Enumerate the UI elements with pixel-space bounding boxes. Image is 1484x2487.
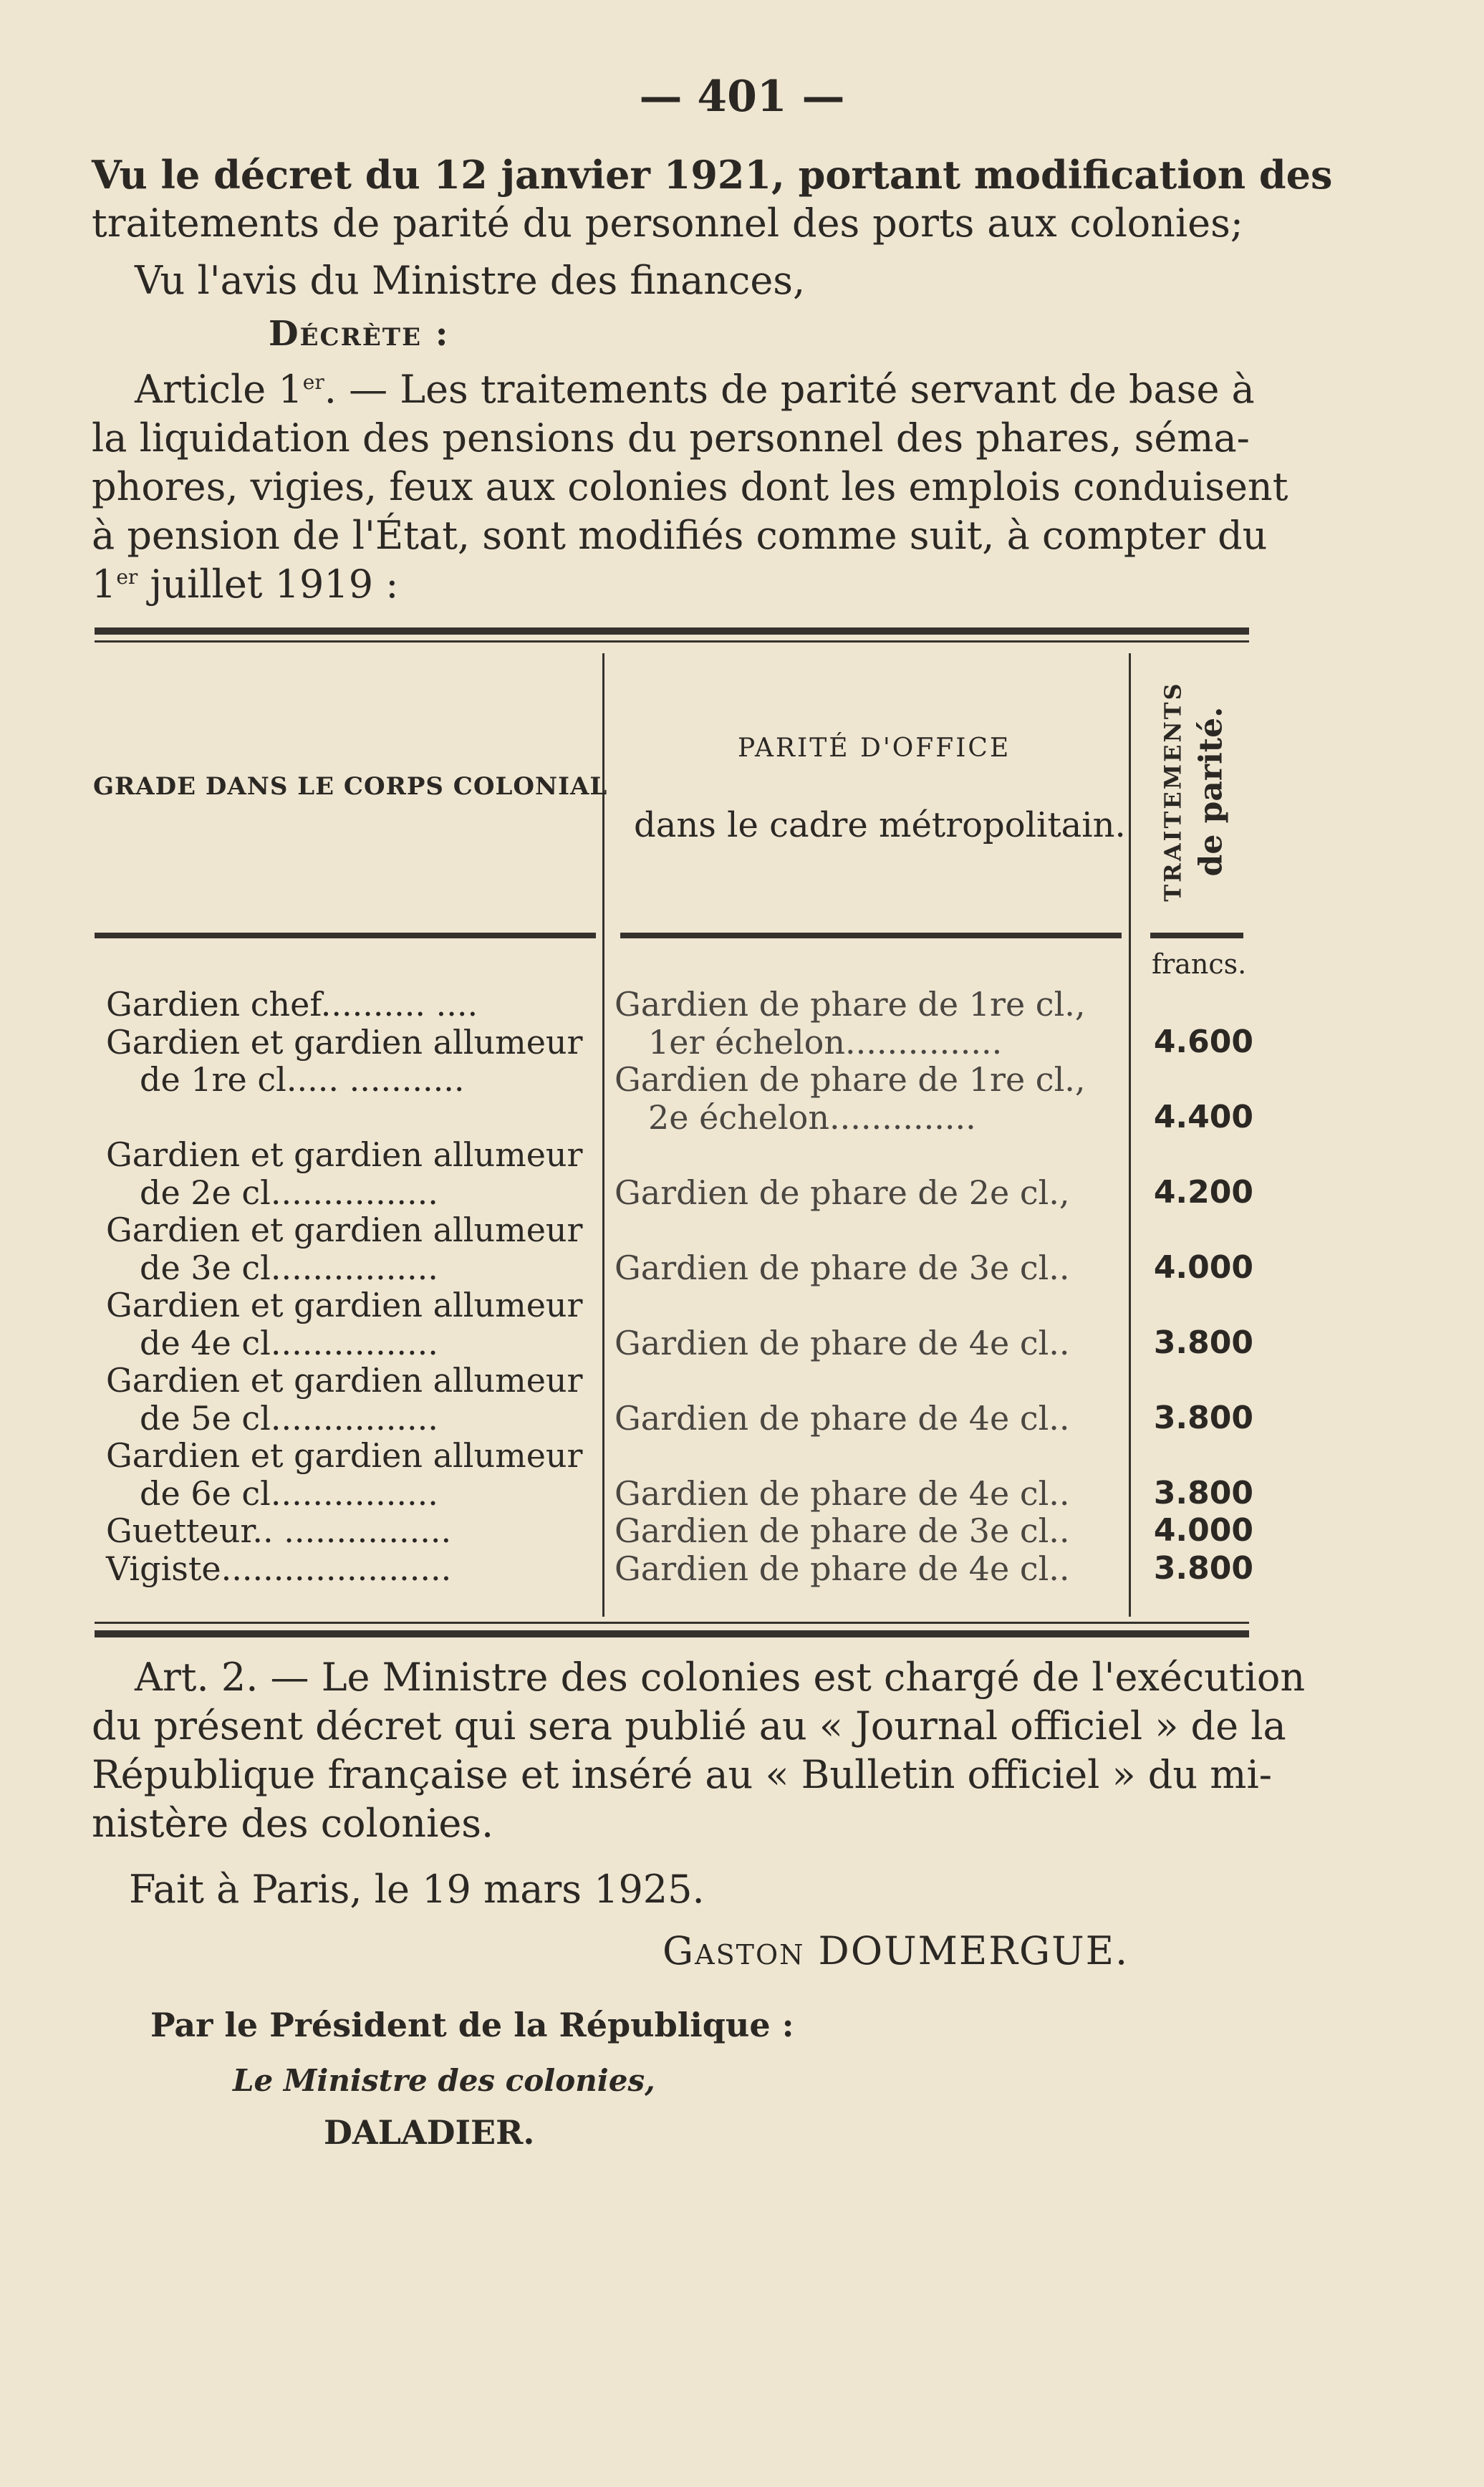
by-president: Par le Président de la République : <box>150 2006 794 2044</box>
article1-line-2: la liquidation des pensions du personnel des phares, séma- <box>92 415 1250 461</box>
table-row-11-parite: Gardien de phare de 4e cl.. <box>615 1399 1070 1438</box>
article2-line-4: nistère des colonies. <box>92 1801 494 1846</box>
table-row-12-grade: Gardien et gardien allumeur <box>106 1436 583 1475</box>
minister-title: Le Ministre des colonies, <box>233 2063 655 2098</box>
article1-line-4: à pension de l'État, sont modifiés comme suit, à compter du <box>92 513 1268 558</box>
article2-line-1: Art. 2. — Le Ministre des colonies est chargé de l'exécution <box>135 1655 1306 1700</box>
preamble-line-1: Vu le décret du 12 janvier 1921, portant modification des <box>92 152 1333 198</box>
table-top-rule-thin <box>95 640 1249 643</box>
table-row-2-grade: de 1re cl..... ........... <box>140 1060 465 1099</box>
preamble-line-3: Vu l'avis du Ministre des finances, <box>135 258 806 303</box>
article2-line-3: République française et inséré au « Bulletin officiel » du mi- <box>92 1752 1273 1797</box>
table-row-6-grade: Gardien et gardien allumeur <box>106 1211 583 1249</box>
table-header-traitements <box>1142 673 1243 910</box>
table-row-11-grade: de 5e cl................ <box>140 1399 438 1438</box>
table-header-traitements-a: TRAITEMENTS <box>1160 681 1187 902</box>
table-row-13-grade: de 6e cl................ <box>140 1474 438 1513</box>
table-header-parite-sub: dans le cadre métropolitain. <box>634 805 1126 845</box>
preamble-line-2: traitements de parité du personnel des ports aux colonies; <box>92 201 1243 246</box>
table-header-parite: PARITÉ D'OFFICE <box>738 733 1011 763</box>
table-row-5-amount: 4.200 <box>1153 1174 1253 1211</box>
header-rule-col3 <box>1150 933 1243 938</box>
table-row-14-parite: Gardien de phare de 3e cl.. <box>615 1511 1070 1550</box>
page-number: — 401 — <box>639 72 845 122</box>
date-line: Fait à Paris, le 19 mars 1925. <box>129 1867 705 1912</box>
signatory: Gaston DOUMERGUE. <box>662 1928 1129 1973</box>
table-bottom-rule-thin <box>95 1622 1249 1624</box>
header-rule-col1 <box>95 933 596 938</box>
table-row-5-parite: Gardien de phare de 2e cl., <box>615 1173 1070 1212</box>
decrete-heading: Décrète : <box>269 314 450 354</box>
table-row-5-grade: de 2e cl................ <box>140 1173 438 1212</box>
table-row-14-amount: 4.000 <box>1153 1512 1253 1549</box>
table-row-15-parite: Gardien de phare de 4e cl.. <box>615 1549 1070 1588</box>
table-row-0-parite: Gardien de phare de 1re cl., <box>615 985 1086 1024</box>
header-rule-col2 <box>620 933 1122 938</box>
article1-line-5-sup: er <box>116 565 138 589</box>
table-row-15-grade: Vigiste...................... <box>106 1549 452 1588</box>
table-row-13-amount: 3.800 <box>1153 1475 1253 1511</box>
table-top-rule <box>95 627 1249 635</box>
table-header-traitements-b: de parité. <box>1193 706 1230 877</box>
table-row-14-grade: Guetteur.. ................ <box>106 1511 452 1550</box>
article1-line-1 <box>135 367 1255 412</box>
table-row-9-grade: de 4e cl................ <box>140 1324 438 1362</box>
article1-sup: er <box>302 370 324 394</box>
table-header-grade: GRADE DANS LE CORPS COLONIAL <box>93 772 608 801</box>
table-row-7-amount: 4.000 <box>1153 1249 1253 1286</box>
table-unit: francs. <box>1152 948 1247 980</box>
article1-line-1-rest: . — Les traitements de parité servant de base à <box>324 367 1255 412</box>
table-row-2-parite: Gardien de phare de 1re cl., <box>615 1060 1086 1099</box>
table-row-3-amount: 4.400 <box>1153 1099 1253 1135</box>
table-row-1-amount: 4.600 <box>1153 1024 1253 1060</box>
table-row-1-parite: 1er échelon............... <box>648 1023 1003 1062</box>
table-row-1-grade: Gardien et gardien allumeur <box>106 1023 583 1062</box>
table-row-0-grade: Gardien chef.......... .... <box>106 985 478 1024</box>
minister-name: DALADIER. <box>324 2113 535 2152</box>
table-row-7-grade: de 3e cl................ <box>140 1249 438 1287</box>
table-row-8-grade: Gardien et gardien allumeur <box>106 1286 583 1324</box>
table-row-9-amount: 3.800 <box>1153 1324 1253 1361</box>
table-bottom-rule <box>95 1630 1249 1637</box>
article1-label: Article 1 <box>135 367 303 412</box>
article2-line-2: du présent décret qui sera publié au « Journal officiel » de la <box>92 1703 1286 1748</box>
table-row-10-grade: Gardien et gardien allumeur <box>106 1361 583 1400</box>
article1-line-5-a: 1 <box>92 562 117 607</box>
article1-line-5 <box>92 562 398 607</box>
table-row-9-parite: Gardien de phare de 4e cl.. <box>615 1324 1070 1362</box>
table-row-3-parite: 2e échelon.............. <box>648 1098 976 1137</box>
table-row-4-grade: Gardien et gardien allumeur <box>106 1135 583 1174</box>
article1-line-5-b: juillet 1919 : <box>138 562 399 607</box>
article1-line-3: phores, vigies, feux aux colonies dont les emplois conduisent <box>92 464 1288 509</box>
table-row-15-amount: 3.800 <box>1153 1550 1253 1587</box>
table-row-7-parite: Gardien de phare de 3e cl.. <box>615 1249 1070 1287</box>
table-row-11-amount: 3.800 <box>1153 1400 1253 1436</box>
table-row-13-parite: Gardien de phare de 4e cl.. <box>615 1474 1070 1513</box>
table-col-divider-2 <box>1129 653 1131 1617</box>
